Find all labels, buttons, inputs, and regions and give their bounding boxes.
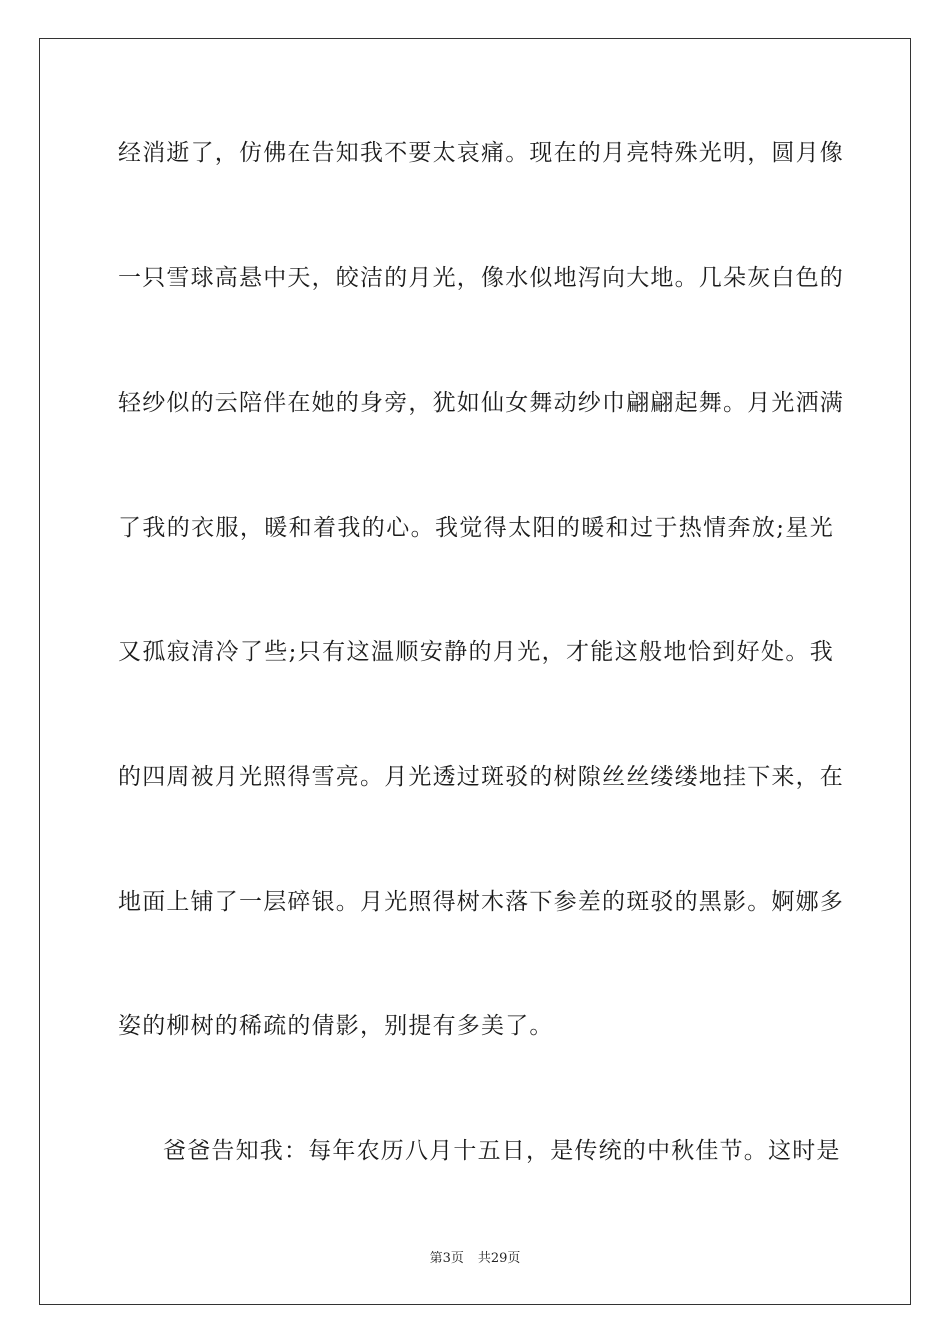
page-total: 共29页 [477, 1251, 521, 1266]
body-line-3: 轻纱似的云陪伴在她的身旁，犹如仙女舞动纱巾翩翩起舞。月光洒满 [118, 390, 844, 416]
body-line-1: 经消逝了，仿佛在告知我不要太哀痛。现在的月亮特殊光明，圆月像 [118, 140, 844, 166]
page-footer [0, 1247, 950, 1266]
body-line-6: 的四周被月光照得雪亮。月光透过斑驳的树隙丝丝缕缕地挂下来，在 [118, 764, 844, 790]
page-number: 第3页 [429, 1251, 464, 1266]
body-line-4: 了我的衣服，暖和着我的心。我觉得太阳的暖和过于热情奔放;星光 [118, 515, 834, 541]
body-line-7: 地面上铺了一层碎银。月光照得树木落下参差的斑驳的黑影。婀娜多 [118, 889, 844, 915]
body-line-5: 又孤寂清冷了些;只有这温顺安静的月光，才能这般地恰到好处。我 [118, 639, 834, 665]
paragraph-start-line: 爸爸告知我：每年农历八月十五日，是传统的中秋佳节。这时是 [163, 1138, 841, 1164]
body-line-8: 姿的柳树的稀疏的倩影，别提有多美了。 [118, 1013, 554, 1039]
page-border [39, 38, 911, 1305]
body-line-2: 一只雪球高悬中天，皎洁的月光，像水似地泻向大地。几朵灰白色的 [118, 265, 844, 291]
